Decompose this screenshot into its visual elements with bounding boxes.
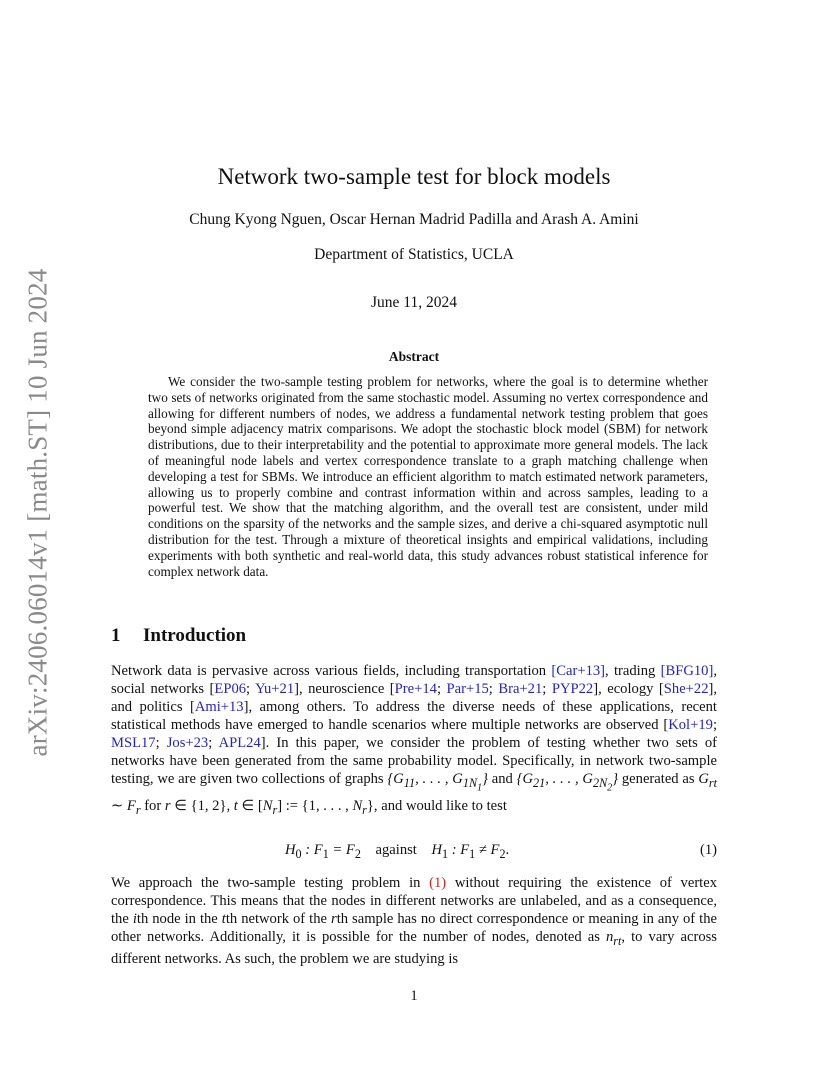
citation-link[interactable]: Par+15: [446, 681, 489, 697]
arxiv-identifier-text: arXiv:2406.06014v1 [math.ST] 10 Jun 2024: [22, 268, 53, 756]
citation-link[interactable]: [BFG10]: [660, 663, 714, 679]
citation-link[interactable]: PYP22: [551, 681, 594, 697]
citation-link[interactable]: Kol+19: [668, 717, 713, 733]
equation-reference-link[interactable]: (1): [429, 875, 447, 891]
citation-link[interactable]: Ami+13: [194, 699, 244, 715]
citation-link[interactable]: Bra+21: [498, 681, 543, 697]
paper-date: June 11, 2024: [371, 294, 457, 311]
citation-link[interactable]: Yu+21: [255, 681, 295, 697]
citation-link[interactable]: Pre+14: [394, 681, 437, 697]
math-set-2: {$G_{21}$, . . . , $G_{2N_2}$}: [516, 771, 619, 794]
abstract-heading: Abstract: [388, 349, 440, 364]
intro-paragraph-2: We approach the two-sample testing problem in (1) without requiring the existence of vertex correspondence. This means that the nodes in different networks are unlabeled, and as a consequence, the ith node in the tth network of the rth sample has no direct correspondence or meaning in any of the other networks. Additionally, it is possible for the number of nodes, denoted as $n_{rt}$, to vary across different networks. As such, the problem we are studying is: [111, 875, 718, 967]
math-set-1: {$G_{11}$, . . . , $G_{1N_1}$}: [387, 771, 488, 794]
paper-title: Network two-sample test for block models: [217, 164, 611, 189]
paper-affiliation: Department of Statistics, UCLA: [314, 246, 514, 263]
intro-paragraph-1: Network data is pervasive across various fields, including transportation [Car+13], trading [BFG10], social networks [EP06; Yu+21], neuroscience [Pre+14; Par+15; Bra+21; PYP22], ecology [She+22], and politics [Ami+13], among others. To address the diverse needs of these applications, recent statistical methods have emerged to handle scenarios where multiple networks are observed [Kol+19; MSL17; Jos+23; APL24]. In this paper, we consider the problem of testing whether two sets of networks have been generated from the same probability model. Specifically, in network two-sample testing, we are given two collections of graphs {$G_{11}$, . . . , $G_{1N_1}$} and {$G_{21}$, . . . , $G_{2N_2}$} generated as $G_{rt}$ ∼ $F_r$ for r ∈ {1, 2}, t ∈ $[N_r]$ := {1, . . . , $N_r$}, and would like to test: [111, 663, 718, 818]
equation-number: (1): [699, 842, 717, 858]
equation-expression: $H_0$ : $F_1 = F_2$ against $H_1$ : $F_1 \ne F_2$.: [285, 842, 510, 861]
citation-link[interactable]: She+22: [663, 681, 709, 697]
section-number: 1: [111, 625, 121, 646]
page-number: 1: [410, 988, 418, 1004]
paper-authors: Chung Kyong Nguen, Oscar Hernan Madrid Padilla and Arash A. Amini: [189, 211, 639, 228]
abstract-text: We consider the two-sample testing problem for networks, where the goal is to determine whether two sets of networks originated from the same stochastic model. Assuming no vertex correspondence and allowing for different numbers of nodes, we address a fundamental network testing problem that goes beyond simple adjacency matrix comparisons. We adopt the stochastic block model (SBM) for network distributions, due to their interpretability and the potential to approximate more general models. The lack of meaningful node labels and vertex correspondence translate to a graph matching challenge when developing a test for SBMs. We introduce an efficient algorithm to match estimated network parameters, allowing us to properly combine and contrast information within and across samples, leading to a powerful test. We show that the matching algorithm, and the overall test are consistent, under mild conditions on the sparsity of the networks and the sample sizes, and derive a chi-squared asymptotic null distribution for the test. Through a mixture of theoretical insights and empirical validations, including experiments with both synthetic and real-world data, this study advances robust statistical inference for complex network data.: [148, 374, 708, 579]
citation-link[interactable]: MSL17: [111, 735, 156, 751]
citation-link[interactable]: APL24: [218, 735, 261, 751]
citation-link[interactable]: [Car+13]: [551, 663, 606, 679]
section-heading-introduction: [111, 625, 246, 647]
citation-link[interactable]: Jos+23: [166, 735, 209, 751]
section-title: Introduction: [143, 625, 247, 646]
citation-link[interactable]: EP06: [214, 681, 247, 697]
